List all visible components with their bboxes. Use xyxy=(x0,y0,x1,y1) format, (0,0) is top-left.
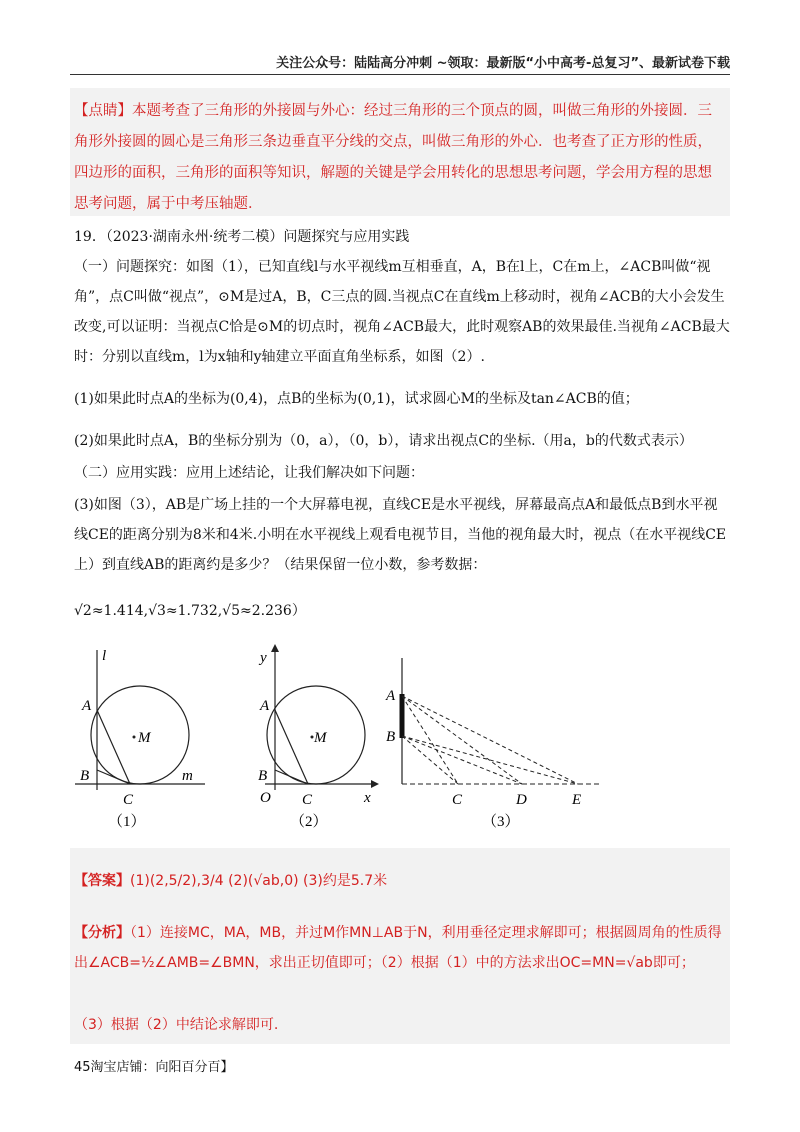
fig1-label-l: l xyxy=(102,648,107,664)
note-text: 本题考查了三角形的外接圆与外心：经过三角形的三个顶点的圆，叫做三角形的外接圆．三角形外接圆的圆心是三角形三条边垂直平分线的交点，叫做三角形的外心．也考查了正方形的性质，四边形的面积，三角形的面积等知识，解题的关键是学会用转化的思想思考问题，学会用方程的思想思考问题，属于中考压轴题． xyxy=(74,103,712,212)
fig3-label-D: D xyxy=(516,792,527,808)
fig2-label-A: A xyxy=(260,698,270,714)
note-tag: 【点睛】 xyxy=(74,103,132,119)
analysis-tag: 【分析】 xyxy=(74,925,130,941)
question-title: 19．（2023·湖南永州·统考二模）问题探究与应用实践 xyxy=(74,229,410,245)
answer-tag: 【答案】 xyxy=(74,873,130,889)
fig2-label-y: y xyxy=(260,650,267,666)
fig1-label-M: M xyxy=(138,730,151,746)
page-footer: 45淘宝店铺：向阳百分百】 xyxy=(74,1060,234,1075)
fig2-label-M: M xyxy=(314,730,327,746)
answer-line xyxy=(74,866,726,896)
fig2-label-x: x xyxy=(364,790,371,806)
analysis-line-3: （3）根据（2）中结论求解即可. xyxy=(74,1017,279,1033)
fig1-label-B: B xyxy=(80,768,90,784)
fig1-label-m: m xyxy=(182,768,193,784)
reference-data: √2≈1.414,√3≈1.732,√5≈2.236） xyxy=(74,603,306,619)
question-part2: （二）应用实践：应用上述结论，让我们解决如下问题： xyxy=(74,465,424,481)
note-block xyxy=(74,96,726,220)
figure-3 xyxy=(380,640,620,830)
fig1-label-A: A xyxy=(82,698,92,714)
fig3-caption: （3） xyxy=(482,814,520,830)
fig2-label-O: O xyxy=(260,790,271,806)
fig3-label-B: B xyxy=(386,729,396,745)
question-sub1: (1)如果此时点A的坐标为(0,4)，点B的坐标为(0,1)，试求圆心M的坐标及tan∠ACB的值； xyxy=(74,391,639,407)
fig3-label-E: E xyxy=(572,792,582,808)
question-sub3: (3)如图（3），AB是广场上挂的一个大屏幕电视，直线CE是水平视线，屏幕最高点A和最低点B到水平视线CE的距离分别为8米和4米.小明在水平视线上观看电视节目，当他的视角最大时，视点（在水平视线CE上）到直线AB的距离约是多少？（结果保留一位小数，参考数据： xyxy=(74,497,727,573)
question-sub2: (2)如果此时点A，B的坐标分别为（0，a），（0，b），请求出视点C的坐标.（用a，b的代数式表示） xyxy=(74,433,693,449)
fig1-label-C: C xyxy=(123,792,134,808)
analysis-text-1: （1）连接MC，MA，MB，并过M作MN⊥AB于N，利用垂径定理求解即可；根据圆周角的性质得出∠ACB=½∠AMB=∠BMN，求出正切值即可；（2）根据（1）中的方法求出OC=MN=√ab即可； xyxy=(74,925,722,971)
fig3-label-A: A xyxy=(386,688,396,704)
fig1-caption: （1） xyxy=(108,814,146,830)
question-part1: （一）问题探究：如图（1），已知直线l与水平视线m互相垂直，A，B在l上，C在m上，∠ACB叫做“视角”，点C叫做“视点”，⊙M是过A，B，C三点的圆.当视点C在直线m上移动时，视角∠ACB的大小会发生改变,可以证明：当视点C恰是⊙M的切点时，视角∠ACB最大，此时观察AB的效果最佳.当视角∠ACB最大时：分别以直线m，l为x轴和y轴建立平面直角坐标系，如图（2）. xyxy=(74,259,730,365)
fig3-label-C: C xyxy=(452,792,463,808)
answer-text: (1)(2,5/2),3/4 (2)(√ab,0) (3)约是5.7米 xyxy=(130,873,388,889)
fig2-label-C: C xyxy=(302,792,313,808)
figure-2 xyxy=(250,640,390,830)
page-header: 关注公众号：陆陆高分冲刺 ~领取：最新版“小中高考-总复习”、最新试卷下载 xyxy=(276,56,730,71)
analysis-block xyxy=(74,918,726,978)
figure-1 xyxy=(70,640,220,830)
header-rule xyxy=(70,74,730,75)
fig2-label-B: B xyxy=(258,768,268,784)
fig2-caption: （2） xyxy=(290,814,328,830)
